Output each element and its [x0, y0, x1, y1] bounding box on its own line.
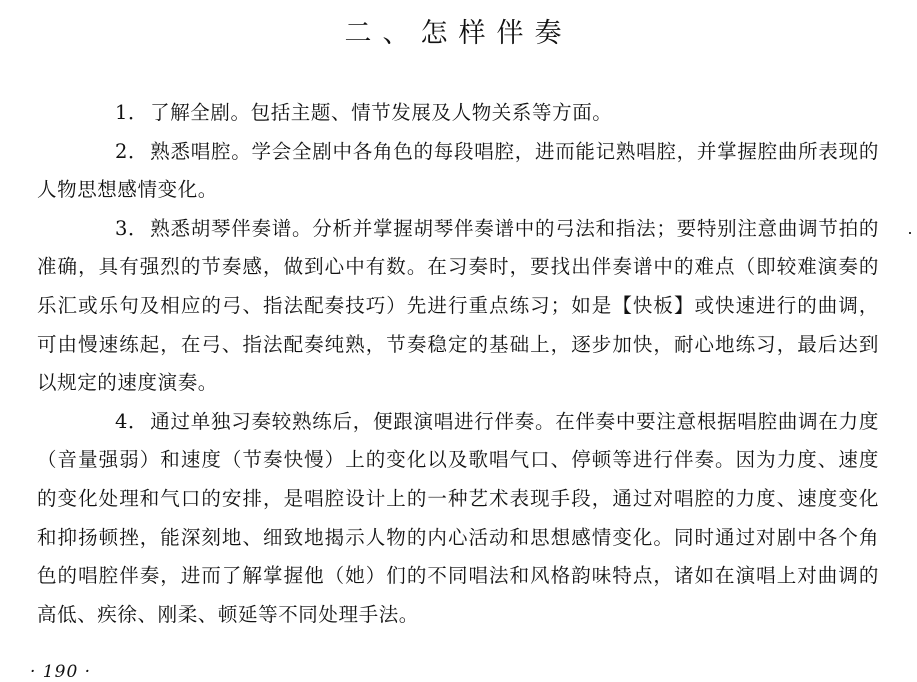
paragraph-3 [37, 210, 879, 403]
paragraph-text: 熟悉唱腔。学会全剧中各角色的每段唱腔，进而能记熟唱腔，并掌握腔曲所表现的人物思想感情变化。 [37, 139, 879, 202]
scan-speck [909, 232, 911, 234]
paragraph-1 [37, 94, 879, 133]
paragraph-2 [37, 133, 879, 210]
paragraph-text: 熟悉胡琴伴奏谱。分析并掌握胡琴伴奏谱中的弓法和指法；要特别注意曲调节拍的准确，具有强烈的节奏感，做到心中有数。在习奏时，要找出伴奏谱中的难点（即较难演奏的乐汇或乐句及相应的弓、指法配奏技巧）先进行重点练习；如是【快板】或快速进行的曲调，可由慢速练起，在弓、指法配奏纯熟，节奏稳定的基础上，逐步加快，耐心地练习，最后达到以规定的速度演奏。 [37, 216, 879, 395]
paragraph-text: 了解全剧。包括主题、情节发展及人物关系等方面。 [150, 101, 613, 124]
paragraph-number: 3． [115, 216, 149, 240]
paragraph-text: 通过单独习奏较熟练后，便跟演唱进行伴奏。在伴奏中要注意根据唱腔曲调在力度（音量强弱）和速度（节奏快慢）上的变化以及歌唱气口、停顿等进行伴奏。因为力度、速度的变化处理和气口的安排，是唱腔设计上的一种艺术表现手段，通过对唱腔的力度、速度变化和抑扬顿挫，能深刻地、细致地揭示人物的内心活动和思想感情变化。同时通过对剧中各个角色的唱腔伴奏，进而了解掌握他（她）们的不同唱法和风格韵味特点，诸如在演唱上对曲调的高低、疾徐、刚柔、顿延等不同处理手法。 [37, 409, 879, 626]
page-number: · 190 · [30, 662, 92, 682]
paragraph-number: 4． [115, 409, 149, 433]
document-body [37, 94, 879, 634]
paragraph-4 [37, 403, 879, 635]
section-title: 二、怎样伴奏 [344, 18, 573, 49]
paragraph-number: 2． [115, 139, 149, 163]
paragraph-number: 1． [115, 101, 149, 124]
